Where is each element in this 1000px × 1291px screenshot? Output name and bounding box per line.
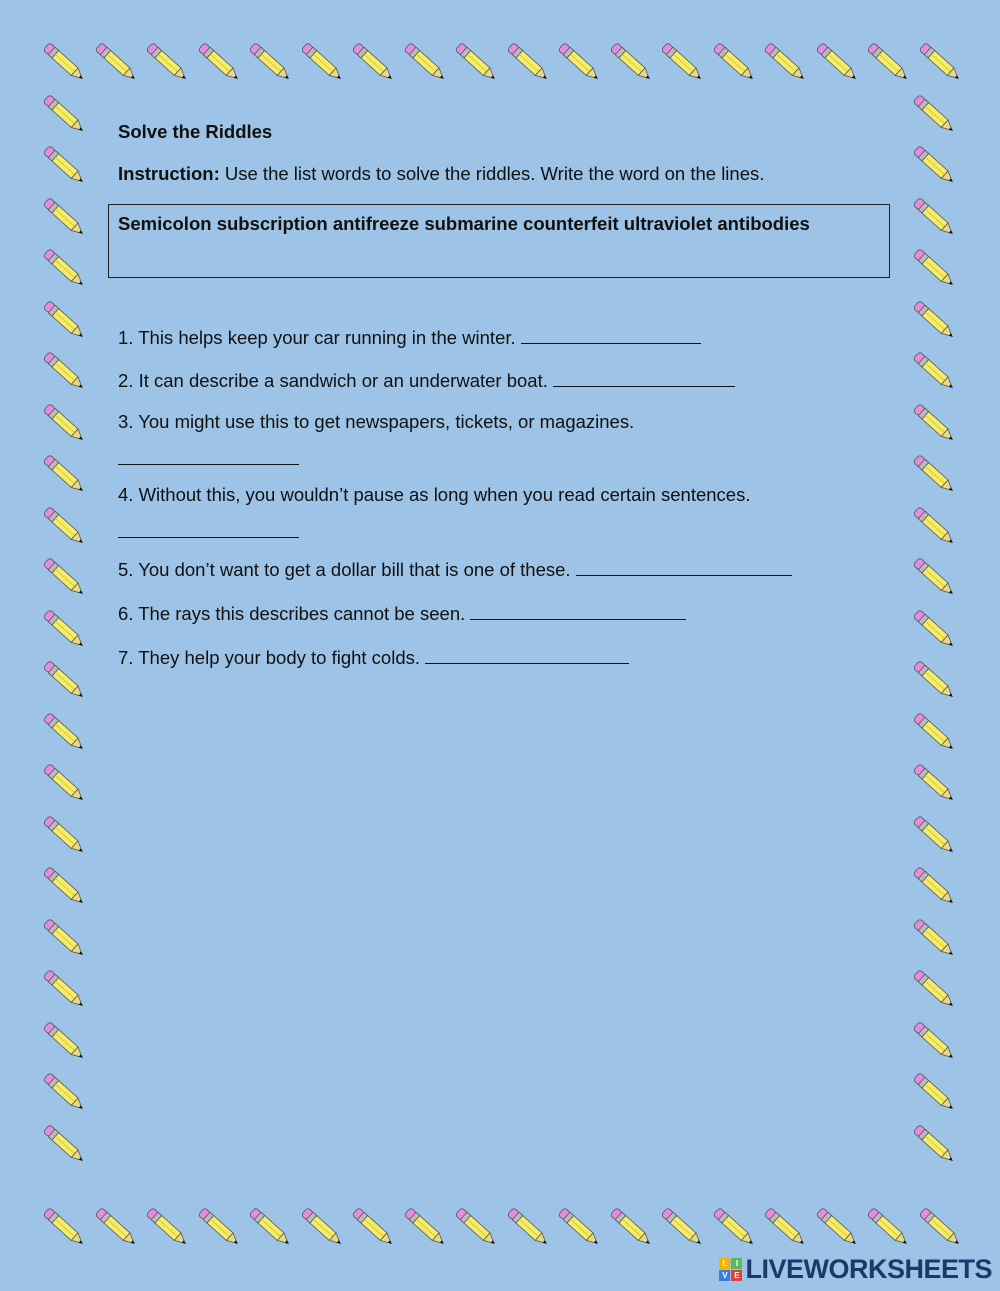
question-3: 3. You might use this to get newspapers, tickets, or magazines. [118,411,635,432]
question-1: 1. This helps keep your car running in the winter. [118,325,701,349]
pencil-icon [349,40,399,86]
question-7: 7. They help your body to fight colds. [118,645,629,669]
pencil-icon [246,40,296,86]
pencil-icon [813,1205,863,1251]
pencil-icon [40,555,90,601]
pencil-icon [910,246,960,292]
pencil-icon [40,710,90,756]
pencil-icon [143,1205,193,1251]
pencil-icon [40,813,90,859]
pencil-icon [504,40,554,86]
pencil-icon [761,40,811,86]
pencil-icon [710,1205,760,1251]
answer-4-input[interactable] [118,519,299,538]
pencil-icon [910,813,960,859]
pencil-icon [40,349,90,395]
pencil-icon [910,710,960,756]
pencil-icon [910,504,960,550]
pencil-icon [910,916,960,962]
pencil-icon [864,40,914,86]
pencil-icon [92,1205,142,1251]
pencil-icon [910,401,960,447]
pencil-icon [910,349,960,395]
pencil-icon [298,40,348,86]
pencil-icon [910,1070,960,1116]
pencil-icon [910,1019,960,1065]
pencil-icon [40,452,90,498]
pencil-icon [40,967,90,1013]
pencil-icon [813,40,863,86]
pencil-icon [40,401,90,447]
pencil-icon [658,1205,708,1251]
logo-text: LIVEWORKSHEETS [745,1254,992,1284]
pencil-icon [40,504,90,550]
question-6: 6. The rays this describes cannot be seen. [118,601,686,625]
pencil-icon [246,1205,296,1251]
logo-icon: L I V E [719,1258,742,1281]
instruction [118,163,764,185]
answer-7-input[interactable] [425,645,629,664]
pencil-icon [555,40,605,86]
answer-2-input[interactable] [553,368,735,387]
pencil-icon [916,1205,966,1251]
pencil-icon [910,195,960,241]
pencil-icon [40,1205,90,1251]
question-5: 5. You don’t want to get a dollar bill that is one of these. [118,557,792,581]
pencil-icon [607,1205,657,1251]
pencil-icon [40,761,90,807]
question-2: 2. It can describe a sandwich or an underwater boat. [118,368,735,392]
instruction-label: Instruction: [118,163,220,184]
pencil-icon [452,40,502,86]
question-4: 4. Without this, you wouldn’t pause as long when you read certain sentences. [118,484,751,505]
answer-4-row [118,519,299,543]
answer-6-input[interactable] [470,601,686,620]
answer-3-input[interactable] [118,446,299,465]
word-list: Semicolon subscription antifreeze submarine counterfeit ultraviolet antibodies [118,213,810,234]
worksheet-title: Solve the Riddles [118,121,273,142]
pencil-icon [92,40,142,86]
pencil-icon [401,1205,451,1251]
pencil-icon [864,1205,914,1251]
pencil-icon [40,40,90,86]
answer-1-input[interactable] [521,325,701,344]
liveworksheets-logo [719,1254,992,1285]
pencil-icon [40,246,90,292]
pencil-icon [916,40,966,86]
pencil-icon [761,1205,811,1251]
pencil-icon [40,195,90,241]
pencil-icon [910,452,960,498]
pencil-icon [195,40,245,86]
pencil-icon [40,864,90,910]
pencil-icon [710,40,760,86]
pencil-icon [452,1205,502,1251]
pencil-icon [349,1205,399,1251]
pencil-icon [40,916,90,962]
pencil-icon [910,143,960,189]
pencil-icon [910,967,960,1013]
pencil-icon [910,658,960,704]
pencil-icon [910,298,960,344]
pencil-icon [504,1205,554,1251]
word-list-box [108,204,890,278]
pencil-icon [40,658,90,704]
pencil-icon [607,40,657,86]
pencil-icon [910,92,960,138]
instruction-text: Use the list words to solve the riddles. Write the word on the lines. [219,163,765,184]
pencil-icon [143,40,193,86]
pencil-icon [40,1070,90,1116]
pencil-icon [40,298,90,344]
pencil-icon [195,1205,245,1251]
pencil-icon [40,1122,90,1168]
answer-5-input[interactable] [576,557,792,576]
pencil-icon [555,1205,605,1251]
pencil-icon [40,1019,90,1065]
pencil-icon [298,1205,348,1251]
pencil-icon [401,40,451,86]
pencil-icon [910,555,960,601]
pencil-icon [910,761,960,807]
pencil-icon [40,143,90,189]
pencil-icon [910,1122,960,1168]
pencil-icon [910,607,960,653]
pencil-icon [40,92,90,138]
pencil-icon [910,864,960,910]
pencil-icon [658,40,708,86]
answer-3-row [118,446,299,470]
pencil-icon [40,607,90,653]
